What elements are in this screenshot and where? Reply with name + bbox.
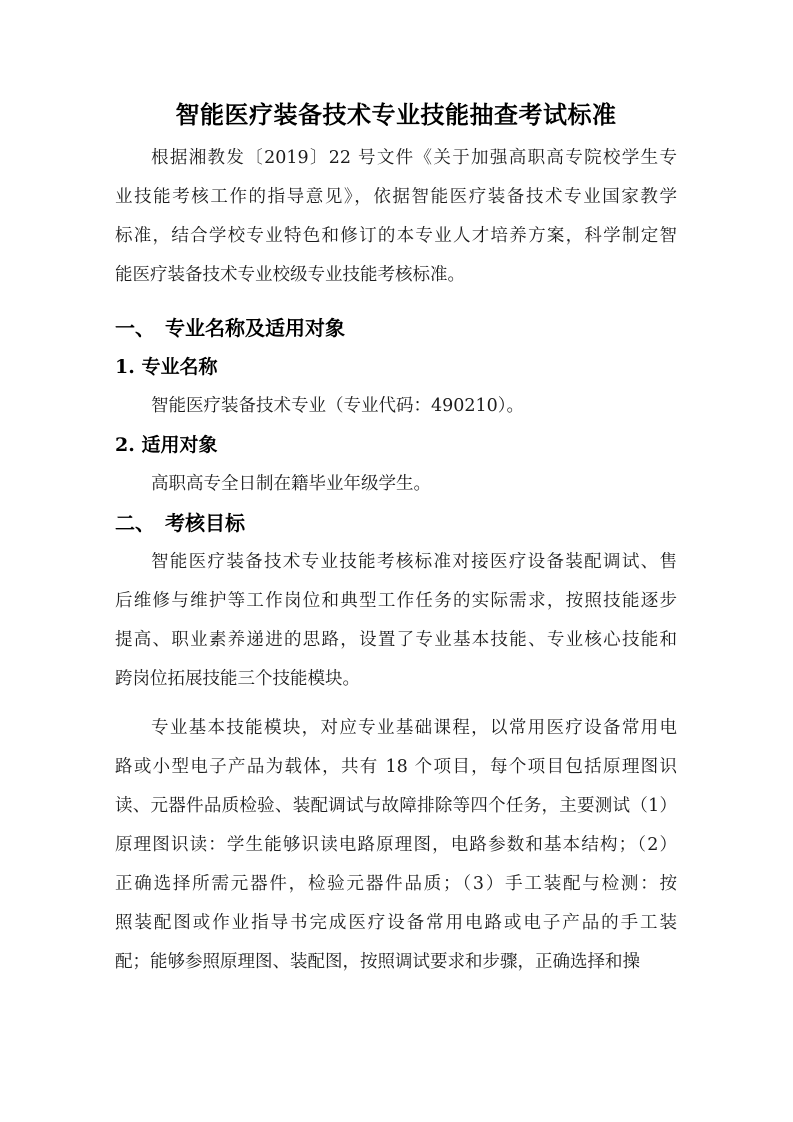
section-heading-2: 二、 考核目标 — [115, 511, 245, 535]
document-title: 智能医疗装备技术专业技能抽查考试标准 — [175, 101, 617, 129]
intro-line: 能医疗装备技术专业校级专业技能考核标准。 — [115, 265, 465, 285]
goal-paragraph-line: 后维修与维护等工作岗位和典型工作任务的实际需求，按照技能逐步 — [115, 591, 677, 611]
target-group-text: 高职高专全日制在籍毕业年级学生。 — [151, 474, 431, 494]
basic-skill-paragraph-line: 原理图识读：学生能够识读电路原理图，电路参数和基本结构；（2） — [115, 835, 677, 855]
subheading-target-group: 2. 适用对象 — [115, 434, 218, 456]
intro-line: 根据湘教发〔2019〕22 号文件《关于加强高职高专院校学生专 — [151, 148, 677, 168]
goal-paragraph-line: 跨岗位拓展技能三个技能模块。 — [115, 669, 360, 689]
section-heading-1: 一、 专业名称及适用对象 — [115, 316, 345, 340]
basic-skill-paragraph-line: 配；能够参照原理图、装配图，按照调试要求和步骤，正确选择和操 — [115, 952, 640, 972]
basic-skill-paragraph-line: 读、元器件品质检验、装配调试与故障排除等四个任务，主要测试（1） — [115, 796, 677, 816]
major-name-text: 智能医疗装备技术专业（专业代码：490210）。 — [151, 396, 525, 416]
subheading-major-name: 1. 专业名称 — [115, 356, 218, 378]
goal-paragraph-line: 提高、职业素养递进的思路，设置了专业基本技能、专业核心技能和 — [115, 630, 677, 650]
basic-skill-paragraph-line: 路或小型电子产品为载体，共有 18 个项目，每个项目包括原理图识 — [115, 757, 677, 777]
goal-paragraph-line: 智能医疗装备技术专业技能考核标准对接医疗设备装配调试、售 — [151, 552, 677, 572]
basic-skill-paragraph-line: 正确选择所需元器件，检验元器件品质；（3）手工装配与检测：按 — [115, 874, 677, 894]
intro-line: 标准，结合学校专业特色和修订的本专业人才培养方案，科学制定智 — [115, 226, 677, 246]
basic-skill-paragraph-line: 照装配图或作业指导书完成医疗设备常用电路或电子产品的手工装 — [115, 913, 677, 933]
document-content — [115, 0, 677, 982]
intro-line: 业技能考核工作的指导意见》，依据智能医疗装备技术专业国家教学 — [115, 187, 677, 207]
basic-skill-paragraph-line: 专业基本技能模块，对应专业基础课程，以常用医疗设备常用电 — [151, 718, 677, 738]
